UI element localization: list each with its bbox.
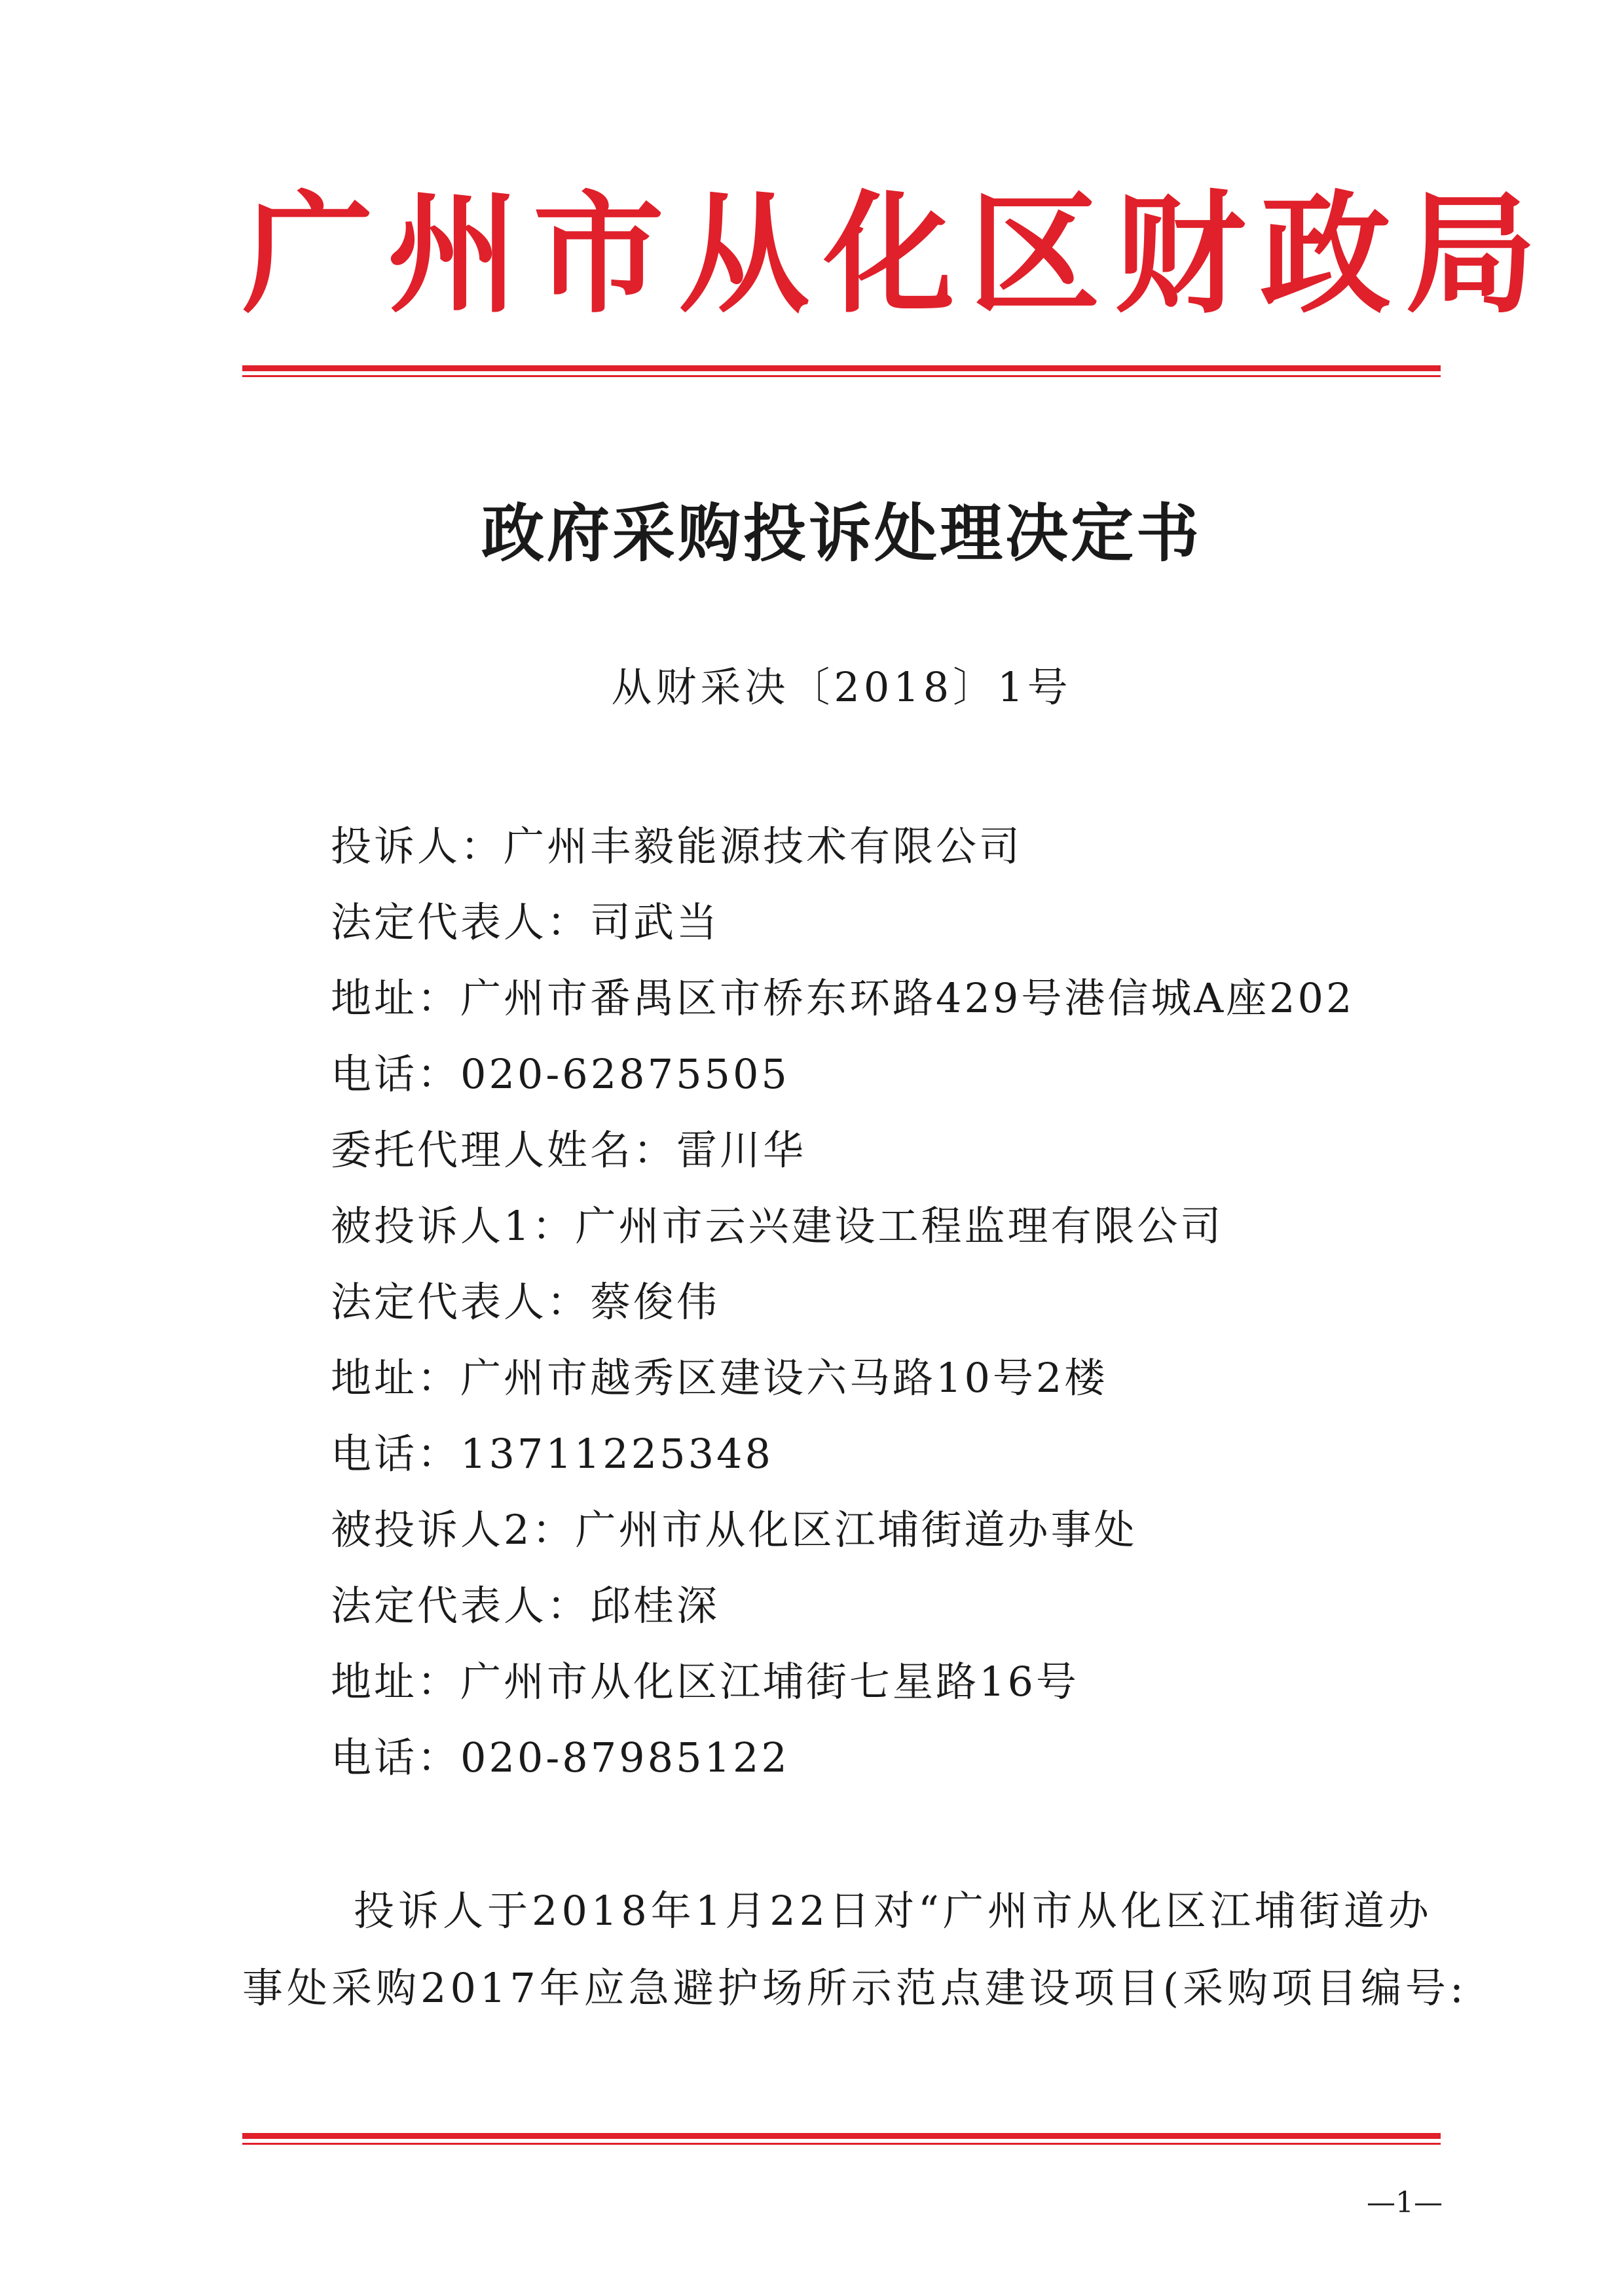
party-line-respondent-1-address: 地址：广州市越秀区建设六马路10号2楼 xyxy=(331,1354,1108,1402)
header-divider xyxy=(242,365,1441,377)
party-line-respondent-2-phone: 电话：020-87985122 xyxy=(331,1734,790,1781)
body-paragraph-line-1: 投诉人于2018年1月22日对“广州市从化区江埔街道办 xyxy=(354,1887,1433,1935)
party-line-respondent-2-address: 地址：广州市从化区江埔街七星路16号 xyxy=(331,1658,1079,1705)
party-line-complainant-address: 地址：广州市番禺区市桥东环路429号港信城A座202 xyxy=(331,974,1355,1022)
footer-divider xyxy=(242,2133,1441,2145)
page-number: —1— xyxy=(1367,2186,1443,2219)
party-line-respondent-2: 被投诉人2：广州市从化区江埔街道办事处 xyxy=(331,1506,1137,1554)
party-line-complainant-phone: 电话：020-62875505 xyxy=(331,1050,790,1098)
agency-header-title: 广州市从化区财政局 xyxy=(242,179,1551,331)
header-divider-thin-line xyxy=(242,375,1441,377)
party-line-complainant: 投诉人：广州丰毅能源技术有限公司 xyxy=(331,822,1023,870)
party-line-respondent-1: 被投诉人1：广州市云兴建设工程监理有限公司 xyxy=(331,1202,1224,1250)
header-divider-thick-line xyxy=(242,365,1441,371)
party-line-respondent-1-legal-rep: 法定代表人：蔡俊伟 xyxy=(331,1278,720,1326)
footer-divider-thick-line xyxy=(242,2133,1441,2139)
body-paragraph xyxy=(242,1872,1467,2027)
party-line-respondent-2-legal-rep: 法定代表人：邱桂深 xyxy=(331,1582,720,1630)
document-number: 从财采决〔2018〕1号 xyxy=(611,663,1072,711)
party-line-respondent-1-phone: 电话：13711225348 xyxy=(331,1430,773,1478)
party-line-complainant-legal-rep: 法定代表人：司武当 xyxy=(331,898,720,946)
party-line-complainant-agent: 委托代理人姓名：雷川华 xyxy=(331,1126,807,1174)
footer-divider-thin-line xyxy=(242,2143,1441,2145)
party-list xyxy=(331,809,1444,1796)
body-paragraph-line-2: 事处采购2017年应急避护场所示范点建设项目(采购项目编号: xyxy=(242,1964,1467,2012)
document-title: 政府采购投诉处理决定书 xyxy=(481,496,1202,570)
